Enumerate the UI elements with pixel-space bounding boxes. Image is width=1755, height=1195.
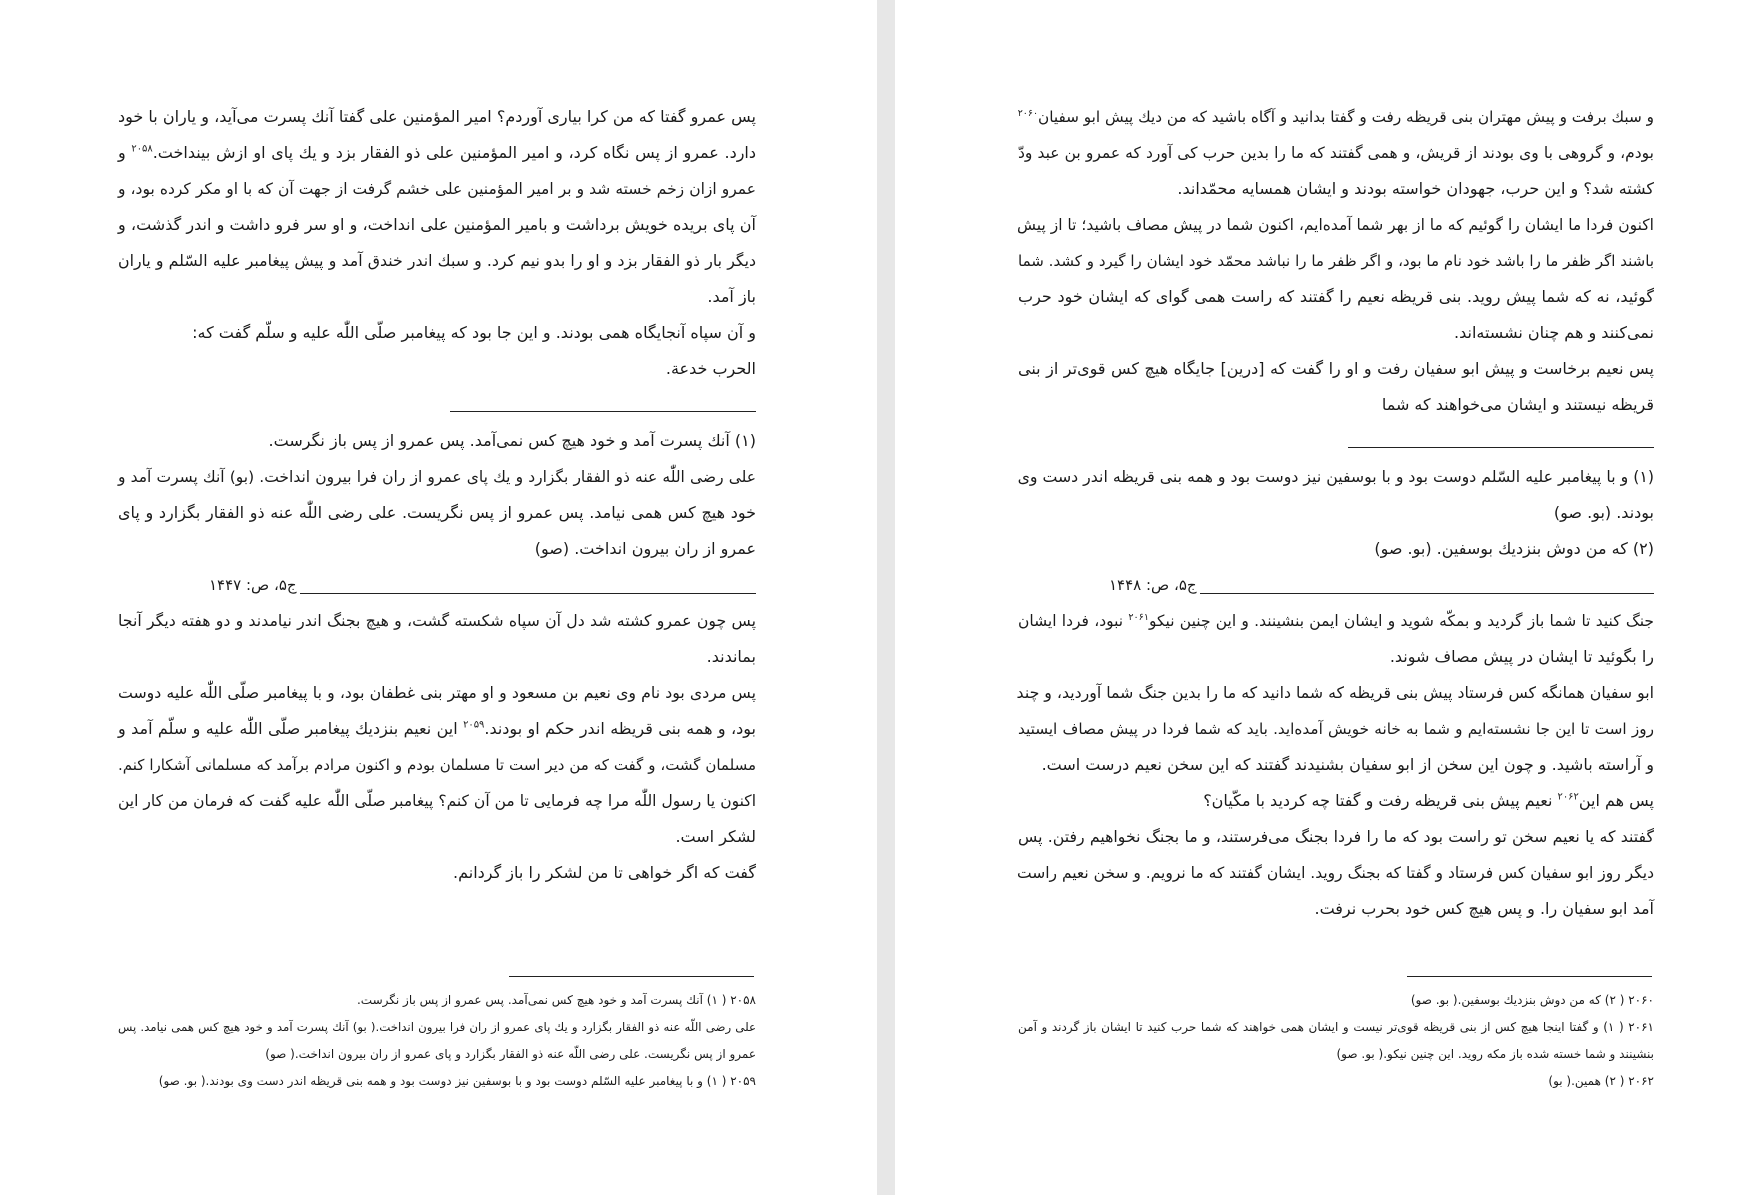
endnotes (1018, 976, 1654, 1095)
text-line (1018, 603, 1654, 639)
page-break-rule (1200, 593, 1654, 594)
text-line (118, 135, 756, 171)
page-break-row (118, 567, 756, 603)
footnote-separator-row (118, 387, 756, 423)
left-page-text (118, 99, 756, 891)
text-segment: جنگ کنید تا شما باز گردید و بمکّه شوید و ایشان ایمن بنشینند. و این چنین نیکو (1148, 612, 1654, 630)
text-segment: پس هم این (1578, 791, 1654, 810)
text-line: پس چون عمرو کشته شد دل آن سپاه شکسته گشت، و هیچ بجنگ اندر نیامدند و دو هفته دیگر آنجا (118, 611, 756, 630)
text-segment: این نعیم بنزدیك پیغامبر صلّی اللّٰه علیه و سلّم آمد و (118, 719, 464, 738)
footnote-line: (۱) آنك پسرت آمد و خود هیچ کس نمی‌آمد. پس عمرو از پس باز نگرست. (268, 431, 756, 450)
page-gutter (877, 0, 895, 1195)
text-line: ابو سفیان همانگه کس فرستاد پیش بنی قریظه که شما دانید که ما را بدین جنگ شما آوردید، و چند (1016, 683, 1654, 702)
footnote-marker: ۲۰۵۹ (463, 719, 485, 731)
text-line: پس نعیم برخاست و پیش ابو سفیان رفت و او را گفت که [درین] جایگاه هیچ کس قوی‌تر از بنی (1018, 359, 1654, 378)
endnote-separator (509, 976, 754, 977)
text-segment: و (118, 143, 132, 162)
footnote-line: (۱) و با پیغامبر علیه السّلم دوست بود و با بوسفین نیز دوست بود و همه بنی قریظه اندر دست وی (1017, 467, 1654, 486)
text-line: نمی‌کنند و هم چنان نشسته‌اند. (1454, 323, 1654, 342)
page-break-row (1018, 567, 1654, 603)
endnote-line: ۲۰۵۹ ( ۱) و با پیغامبر علیه السّلم دوست بود و با بوسفین نیز دوست بود و همه بنی قریظه اندر دست وی بودند.( بو. صو) (158, 1074, 756, 1088)
text-line (1018, 99, 1654, 135)
text-line: باز آمد. (707, 287, 756, 306)
text-line: و آن سپاه آنجایگاه همی بودند. و این جا بود که پیغامبر صلّی اللّٰه علیه و سلّم گفت که: (192, 323, 756, 342)
text-segment: دارد. عمرو از پس نگاه کرد، و امیر المؤمنین علی ذو الفقار بزد و یك پای او ازش بینداخت. (152, 143, 756, 162)
text-line: اکنون فردا ما ایشان را گوئیم که ما از بهر شما آمده‌ایم، اکنون شما در پیش مصاف باشید؛ تا از پیش (1017, 216, 1654, 234)
page-number-label: ج۵، ص: ۱۴۴۷ (209, 576, 297, 594)
right-page-text (1018, 99, 1654, 927)
text-segment: و سبك برفت و پیش مهتران بنی قریظه رفت و گفتا بدانید و آگاه باشید که من دیك پیش ابو سفیان (1038, 108, 1654, 126)
footnote-separator (1348, 447, 1654, 448)
text-line: گوئید، نه که شما پیش روید. بنی قریظه نعیم را گفتند که راست همی گوای که ایشان خود حرب (1018, 287, 1654, 306)
endnote-line: علی رضی اللّه عنه ذو الفقار بگزارد و یك پای عمرو از ران فرا بیرون انداخت.( بو) آنك پسرت آمد و خود هیچ کس همی نیامد. پس (118, 1020, 756, 1034)
text-line: عمرو ازان زخم خسته شد و بر امیر المؤمنین علی خشم گرفت از جهت آن که با او مکر کرده بود، و (118, 180, 756, 198)
text-line (118, 711, 756, 747)
text-line: آمد ابو سفیان را. و پس هیچ کس خود بحرب نرفت. (1314, 899, 1654, 918)
endnote-line: بنشینند و شما خسته شده باز مکه روید. این چنین نیکو.( بو. صو) (1336, 1047, 1654, 1061)
text-line: پس مردی بود نام وی نعیم بن مسعود و او مهتر بنی غطفان بود، و با پیغامبر صلّی اللّٰه علیه دوست (118, 683, 756, 702)
text-line: روز است تا این جا نشسته‌ایم و شما به خانه خویش آمده‌اید. باید که شما فردا در پیش مصاف ایستید (1018, 720, 1654, 738)
text-line: گفتند که یا نعیم سخن تو راست بود که ما را فردا بجنگ می‌فرستند، و ما بجنگ نخواهیم رفتن. پس (1018, 827, 1654, 846)
text-line: گفت که اگر خواهی تا من لشکر را باز گردانم. (453, 863, 756, 882)
text-line: الحرب خدعة. (665, 359, 756, 378)
footnote-marker: ۲۰۶۰ (1017, 107, 1039, 119)
endnote-line: عمرو از پس نگریست. علی رضی اللّه عنه ذو الفقار بگزارد و پای عمرو از ران بیرون انداخت.( صو) (265, 1047, 756, 1061)
footnote-separator (450, 411, 756, 412)
footnote-marker: ۲۰۶۱ (1128, 611, 1149, 623)
page-break-rule (300, 593, 756, 594)
text-line: باشند اگر ظفر ما را باشد خود نام ما بود، و اگر ظفر ما را نباشد محمّد خود ایشان را گیرد و کشد. شما (1018, 252, 1654, 270)
endnote-line: ۲۰۶۲ ( ۲) همین.( بو) (1548, 1074, 1654, 1088)
text-line: پس عمرو گفتا که من کرا بیاری آوردم؟ امیر المؤمنین علی گفتا آنك پسرت می‌آید، و یاران با خود (118, 107, 756, 126)
text-segment: نعیم پیش بنی قریظه رفت و گفتا چه کردید با مکّیان؟ (1203, 791, 1558, 810)
endnote-line: ۲۰۶۱ ( ۱) و گفتا اینجا هیچ کس از بنی قریظه قوی‌تر نیست و ایشان همی خواهند که شما حرب کنید تا ایشان باز گردند و آمن (1018, 1020, 1654, 1034)
page-number-label: ج۵، ص: ۱۴۴۸ (1109, 576, 1197, 594)
footnote-line: علی رضی اللّٰه عنه ذو الفقار بگزارد و یك پای عمرو از ران فرا بیرون انداخت. (بو) آنك پسرت آمد و (118, 468, 756, 486)
text-line: را بگوئید تا ایشان در پیش مصاف شوند. (1389, 647, 1654, 666)
footnote-line: خود هیچ کس همی نیامد. پس عمرو از پس نگریست. علی رضی اللّٰه عنه ذو الفقار بگزارد و پای (118, 503, 756, 522)
text-line: دیگر بار ذو الفقار بزد و او را بدو نیم کرد. و سبك اندر خندق آمد و پیش پیغامبر علیه السّلم و یاران (118, 251, 756, 270)
text-line: آن پای بریده خویش برداشت و بامیر المؤمنین علی انداخت، و او سر فرو داشت و اندر گذشت، و (118, 215, 756, 234)
footnote-line: بودند. (بو. صو) (1553, 503, 1654, 522)
text-line: بودم، و گروهی با وی بودند از قریش، و همی گفتند که ما را بدین حرب کی آورد که عمرو بن عبد ودّ (1018, 144, 1654, 162)
text-line: قریظه نیستند و ایشان می‌خواهند که شما (1381, 395, 1654, 414)
footnote-separator-row (1018, 423, 1654, 459)
text-line: بماندند. (706, 647, 756, 666)
endnotes (118, 976, 756, 1095)
endnote-separator (1407, 976, 1652, 977)
footnote-marker: ۲۰۶۲ (1557, 791, 1579, 803)
text-line: دیگر روز ابو سفیان کس فرستاد و گفتا که بجنگ روید. ایشان گفتند که ما نرویم. و سخن نعیم راست (1017, 864, 1654, 882)
footnote-line: (۲) که من دوش بنزدیك بوسفین. (بو. صو) (1374, 539, 1654, 558)
left-page (0, 0, 877, 1195)
endnote-line: ۲۰۵۸ ( ۱) آنك پسرت آمد و خود هیچ کس نمی‌آمد. پس عمرو از پس باز نگرست. (356, 993, 756, 1007)
endnote-line: ۲۰۶۰ ( ۲) که من دوش بنزدیك بوسفین.( بو. صو) (1410, 993, 1654, 1007)
text-line: مسلمان گشت، و گفت که من دیر است تا مسلمان بودم و اکنون مرادم برآمد که مسلمانی آشکارا کنم. (118, 756, 756, 774)
text-segment: بود، و همه بنی قریظه اندر حکم او بودند. (484, 719, 756, 738)
text-line: و آراسته باشید. و چون این سخن از ابو سفیان بشنیدند گفتند که این سخن نعیم درست است. (1041, 755, 1654, 774)
footnote-marker: ۲۰۵۸ (131, 143, 153, 155)
text-line (1018, 783, 1654, 819)
text-line: اکنون یا رسول اللّٰه مرا چه فرمایی تا من آن کنم؟ پیغامبر صلّی اللّٰه علیه گفت که فرمان من کار این (118, 792, 756, 810)
footnote-line: عمرو از ران بیرون انداخت. (صو) (534, 539, 756, 558)
right-page (895, 0, 1755, 1195)
text-segment: نبود، فردا ایشان (1018, 612, 1129, 630)
text-line: لشکر است. (675, 827, 756, 846)
text-line: کشته شد؟ و این حرب، جهودان خواسته بودند و ایشان همسایه محمّداند. (1177, 179, 1654, 198)
